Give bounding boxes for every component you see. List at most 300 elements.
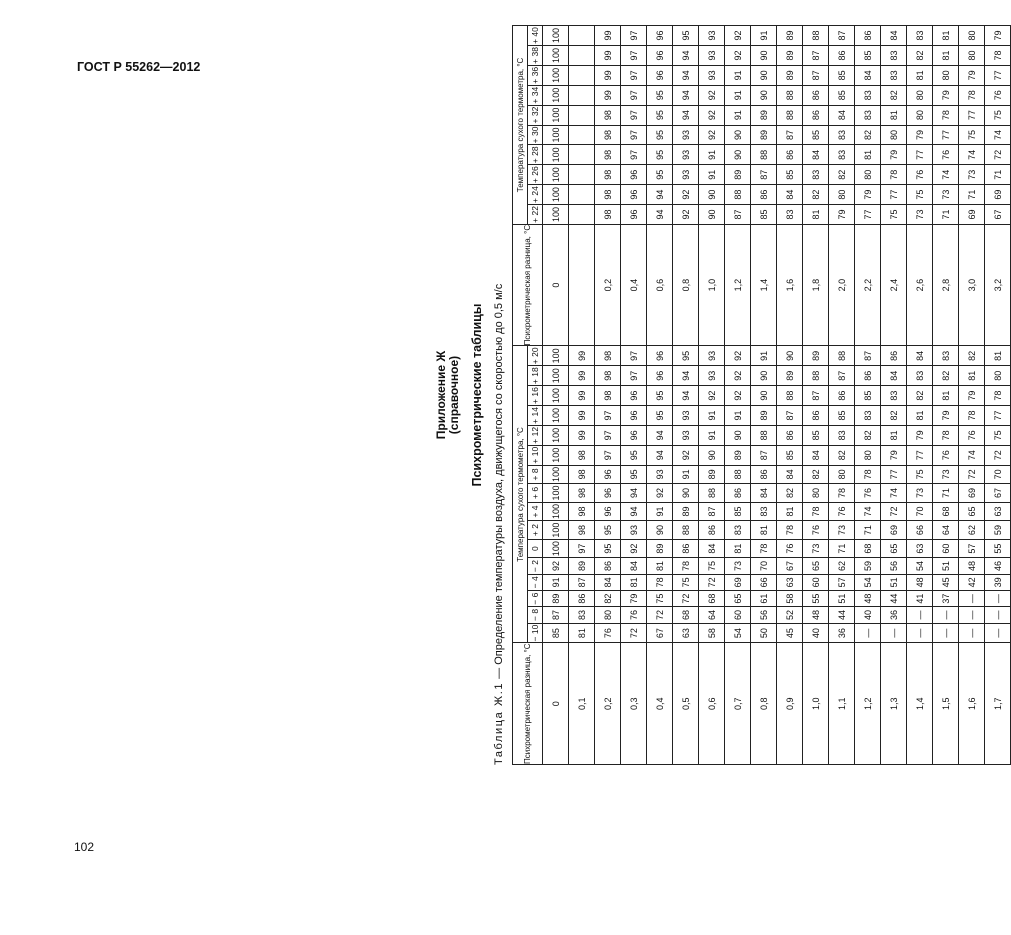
humidity-cell: 84 <box>595 574 621 590</box>
humidity-cell: 63 <box>673 623 699 643</box>
humidity-cell: 99 <box>569 425 595 445</box>
humidity-cell: 92 <box>699 386 725 406</box>
humidity-cell: 93 <box>621 521 647 540</box>
humidity-cell: 80 <box>959 46 985 66</box>
humidity-cell: 92 <box>699 105 725 125</box>
humidity-cell: 60 <box>803 574 829 590</box>
humidity-cell: 76 <box>595 623 621 643</box>
humidity-cell: 86 <box>881 346 907 366</box>
humidity-cell: 84 <box>881 26 907 46</box>
humidity-cell: 94 <box>673 65 699 85</box>
table-row <box>673 26 699 765</box>
humidity-cell: 94 <box>673 105 699 125</box>
table-row <box>543 26 569 765</box>
humidity-cell: 97 <box>595 425 621 445</box>
humidity-cell: 94 <box>673 366 699 386</box>
humidity-cell: 71 <box>933 205 959 225</box>
humidity-cell: 79 <box>985 26 1011 46</box>
humidity-cell: 71 <box>985 165 1011 185</box>
humidity-cell: 81 <box>621 574 647 590</box>
humidity-cell: 83 <box>829 425 855 445</box>
humidity-cell: 45 <box>777 623 803 643</box>
humidity-cell: 48 <box>855 591 881 607</box>
humidity-cell: 66 <box>751 574 777 590</box>
humidity-cell: 83 <box>933 346 959 366</box>
diff-cell: 0,2 <box>595 224 621 346</box>
table-caption-text: — Определение температуры воздуха, движущегося со скоростью до 0,5 м/с <box>493 283 505 682</box>
humidity-cell: 76 <box>621 607 647 623</box>
humidity-cell: 91 <box>699 406 725 426</box>
temp-header: + 38 <box>528 46 543 66</box>
humidity-cell: 66 <box>907 521 933 540</box>
humidity-cell: 88 <box>829 346 855 366</box>
humidity-cell: 72 <box>959 465 985 484</box>
humidity-cell: 100 <box>543 145 569 165</box>
humidity-cell: 98 <box>595 205 621 225</box>
humidity-cell <box>569 185 595 205</box>
humidity-cell: 64 <box>699 607 725 623</box>
temp-header: + 20 <box>528 346 543 366</box>
humidity-cell: 97 <box>621 46 647 66</box>
humidity-cell: 85 <box>777 165 803 185</box>
humidity-cell: 81 <box>907 65 933 85</box>
humidity-cell: 86 <box>829 46 855 66</box>
humidity-cell: 78 <box>959 406 985 426</box>
humidity-cell: 89 <box>751 125 777 145</box>
humidity-cell: 74 <box>933 165 959 185</box>
humidity-cell: 100 <box>543 85 569 105</box>
humidity-cell: 72 <box>621 623 647 643</box>
humidity-cell: 94 <box>673 386 699 406</box>
humidity-cell: 79 <box>881 445 907 465</box>
humidity-cell: 95 <box>621 445 647 465</box>
humidity-cell: 86 <box>829 386 855 406</box>
humidity-cell: 78 <box>881 165 907 185</box>
humidity-cell: 85 <box>543 623 569 643</box>
humidity-cell: 96 <box>621 406 647 426</box>
humidity-cell: 71 <box>855 521 881 540</box>
humidity-cell: 95 <box>647 406 673 426</box>
humidity-cell: 85 <box>803 125 829 145</box>
temp-header: + 24 <box>528 185 543 205</box>
humidity-cell: 90 <box>647 521 673 540</box>
humidity-cell: 69 <box>881 521 907 540</box>
humidity-cell: 95 <box>647 145 673 165</box>
humidity-cell: 76 <box>907 165 933 185</box>
humidity-cell: 67 <box>647 623 673 643</box>
humidity-cell: 76 <box>777 539 803 558</box>
humidity-cell: 81 <box>959 366 985 386</box>
humidity-cell: 84 <box>907 346 933 366</box>
humidity-cell: 90 <box>751 386 777 406</box>
document-header: ГОСТ Р 55262—2012 <box>77 60 201 74</box>
humidity-cell: 89 <box>777 26 803 46</box>
humidity-cell: 83 <box>569 607 595 623</box>
humidity-cell: 93 <box>699 46 725 66</box>
humidity-cell: 92 <box>725 366 751 386</box>
humidity-cell: 93 <box>647 465 673 484</box>
humidity-cell <box>569 85 595 105</box>
humidity-cell: 74 <box>959 445 985 465</box>
humidity-cell: 84 <box>829 105 855 125</box>
humidity-cell: 86 <box>725 484 751 503</box>
humidity-cell: 60 <box>725 607 751 623</box>
humidity-cell: 75 <box>907 465 933 484</box>
humidity-cell: 87 <box>829 366 855 386</box>
humidity-cell: 70 <box>985 465 1011 484</box>
diff-cell <box>569 224 595 346</box>
humidity-cell: 55 <box>985 539 1011 558</box>
humidity-cell: 90 <box>725 145 751 165</box>
humidity-cell: 90 <box>725 425 751 445</box>
humidity-cell: 100 <box>543 46 569 66</box>
table-row <box>621 26 647 765</box>
humidity-cell: 92 <box>673 205 699 225</box>
humidity-cell: 94 <box>647 425 673 445</box>
table-row <box>881 26 907 765</box>
temp-header: − 8 <box>528 607 543 623</box>
diff-cell: 1,6 <box>959 643 985 765</box>
humidity-cell: 96 <box>621 386 647 406</box>
humidity-cell: 94 <box>673 46 699 66</box>
humidity-cell: 75 <box>881 205 907 225</box>
humidity-cell: 82 <box>777 484 803 503</box>
humidity-cell: 89 <box>673 502 699 521</box>
humidity-cell: 97 <box>595 445 621 465</box>
humidity-cell: 92 <box>699 125 725 145</box>
humidity-cell: 51 <box>933 558 959 574</box>
humidity-cell: 80 <box>803 484 829 503</box>
humidity-cell: 86 <box>699 521 725 540</box>
humidity-cell: 76 <box>803 521 829 540</box>
humidity-cell: 86 <box>855 26 881 46</box>
humidity-cell: 89 <box>699 465 725 484</box>
humidity-cell: 91 <box>725 85 751 105</box>
humidity-cell: 79 <box>959 386 985 406</box>
humidity-cell: 90 <box>699 205 725 225</box>
humidity-cell: 83 <box>881 386 907 406</box>
humidity-cell: 83 <box>855 85 881 105</box>
humidity-cell: 77 <box>907 145 933 165</box>
humidity-cell: 83 <box>881 46 907 66</box>
humidity-cell: 79 <box>959 65 985 85</box>
humidity-cell: 78 <box>647 574 673 590</box>
humidity-cell: — <box>933 623 959 643</box>
humidity-cell: — <box>959 623 985 643</box>
humidity-cell: 92 <box>673 445 699 465</box>
humidity-cell: 92 <box>725 346 751 366</box>
humidity-cell: 81 <box>933 26 959 46</box>
humidity-cell: 79 <box>829 205 855 225</box>
psychrometric-table <box>512 25 1011 765</box>
diff-cell: 1,2 <box>725 224 751 346</box>
humidity-cell: 98 <box>595 125 621 145</box>
humidity-cell: 65 <box>959 502 985 521</box>
humidity-cell: 99 <box>595 46 621 66</box>
table-row <box>699 26 725 765</box>
humidity-cell: 87 <box>855 346 881 366</box>
humidity-cell: 91 <box>725 105 751 125</box>
humidity-cell: 78 <box>751 539 777 558</box>
humidity-cell: 93 <box>673 125 699 145</box>
humidity-cell: 86 <box>803 105 829 125</box>
humidity-cell: 87 <box>777 406 803 426</box>
humidity-cell: 92 <box>673 185 699 205</box>
humidity-cell: 86 <box>569 591 595 607</box>
humidity-cell: 94 <box>673 85 699 105</box>
humidity-cell: 100 <box>543 65 569 85</box>
diff-cell: 0,2 <box>595 643 621 765</box>
humidity-cell: 100 <box>543 125 569 145</box>
humidity-cell: 87 <box>569 574 595 590</box>
humidity-cell: 77 <box>985 406 1011 426</box>
humidity-cell: 98 <box>595 366 621 386</box>
humidity-cell: 92 <box>725 46 751 66</box>
temp-header: + 6 <box>528 484 543 503</box>
humidity-cell: 73 <box>803 539 829 558</box>
humidity-cell: 79 <box>933 406 959 426</box>
diff-cell: 0,3 <box>621 643 647 765</box>
table-row <box>569 26 595 765</box>
humidity-cell: 79 <box>855 185 881 205</box>
humidity-cell: 95 <box>595 539 621 558</box>
humidity-cell: — <box>959 591 985 607</box>
humidity-cell: 85 <box>829 406 855 426</box>
humidity-cell: 100 <box>543 465 569 484</box>
humidity-cell: 81 <box>725 539 751 558</box>
humidity-cell: 93 <box>699 366 725 386</box>
humidity-cell: 89 <box>751 105 777 125</box>
humidity-cell: 95 <box>647 386 673 406</box>
humidity-cell: 77 <box>933 125 959 145</box>
humidity-cell: 81 <box>751 521 777 540</box>
table-row <box>725 26 751 765</box>
humidity-cell: 80 <box>881 125 907 145</box>
humidity-cell: 83 <box>907 26 933 46</box>
humidity-cell: 88 <box>751 145 777 165</box>
diff-cell: 3,2 <box>985 224 1011 346</box>
humidity-cell: 96 <box>595 502 621 521</box>
humidity-cell: 77 <box>855 205 881 225</box>
humidity-cell: 90 <box>777 346 803 366</box>
diff-cell: 0,9 <box>777 643 803 765</box>
humidity-cell: 87 <box>751 165 777 185</box>
temp-header: + 12 <box>528 425 543 445</box>
humidity-cell: 48 <box>959 558 985 574</box>
humidity-cell: 63 <box>907 539 933 558</box>
humidity-cell: — <box>855 623 881 643</box>
humidity-cell: 94 <box>647 445 673 465</box>
humidity-cell: 62 <box>829 558 855 574</box>
humidity-cell: 99 <box>595 26 621 46</box>
humidity-cell: 69 <box>959 205 985 225</box>
diff-cell: 0,4 <box>647 643 673 765</box>
humidity-cell: 94 <box>647 185 673 205</box>
temp-header: − 10 <box>528 623 543 643</box>
humidity-cell: 83 <box>881 65 907 85</box>
humidity-cell: 96 <box>647 46 673 66</box>
humidity-cell: 81 <box>569 623 595 643</box>
humidity-cell: 83 <box>829 125 855 145</box>
humidity-cell: 92 <box>725 26 751 46</box>
diff-cell: 1,3 <box>881 643 907 765</box>
humidity-cell: 88 <box>751 425 777 445</box>
humidity-cell: 75 <box>959 125 985 145</box>
humidity-cell: 91 <box>725 406 751 426</box>
humidity-cell: 76 <box>855 484 881 503</box>
humidity-cell: 57 <box>829 574 855 590</box>
temp-header: + 16 <box>528 386 543 406</box>
humidity-cell: 83 <box>829 145 855 165</box>
humidity-cell: 100 <box>543 165 569 185</box>
humidity-cell: 81 <box>881 425 907 445</box>
humidity-cell: — <box>985 623 1011 643</box>
humidity-cell: 100 <box>543 205 569 225</box>
humidity-cell: 41 <box>907 591 933 607</box>
humidity-cell: 98 <box>569 502 595 521</box>
humidity-cell: 100 <box>543 185 569 205</box>
humidity-cell: 73 <box>907 205 933 225</box>
humidity-cell: 97 <box>569 539 595 558</box>
humidity-cell: 96 <box>621 205 647 225</box>
humidity-cell: 96 <box>595 465 621 484</box>
diff-cell: 3,0 <box>959 224 985 346</box>
humidity-cell: 85 <box>777 445 803 465</box>
humidity-cell: 95 <box>647 165 673 185</box>
humidity-cell: 100 <box>543 26 569 46</box>
humidity-cell: 87 <box>699 502 725 521</box>
humidity-cell: 83 <box>907 366 933 386</box>
humidity-cell: 82 <box>933 366 959 386</box>
humidity-cell: 90 <box>725 125 751 145</box>
humidity-cell: 40 <box>855 607 881 623</box>
humidity-cell: 81 <box>855 145 881 165</box>
humidity-cell: 69 <box>725 574 751 590</box>
humidity-cell: — <box>933 607 959 623</box>
humidity-cell: — <box>985 607 1011 623</box>
humidity-cell: 50 <box>751 623 777 643</box>
humidity-cell <box>569 46 595 66</box>
temp-header: + 10 <box>528 445 543 465</box>
table-header-row <box>513 26 528 765</box>
humidity-cell: 99 <box>569 366 595 386</box>
humidity-cell: 73 <box>933 465 959 484</box>
temperature-group-header: Температура сухого термометра, °С <box>513 346 528 643</box>
humidity-cell: 63 <box>985 502 1011 521</box>
humidity-cell: 73 <box>959 165 985 185</box>
humidity-cell: 97 <box>621 105 647 125</box>
humidity-cell: 76 <box>933 445 959 465</box>
humidity-cell: 100 <box>543 406 569 426</box>
temp-header: + 34 <box>528 85 543 105</box>
diff-cell: 1,0 <box>699 224 725 346</box>
temperature-group-header: Температура сухого термометра, °С <box>513 26 528 225</box>
humidity-cell: 97 <box>621 145 647 165</box>
humidity-cell: 91 <box>647 502 673 521</box>
humidity-cell: 94 <box>647 205 673 225</box>
diff-cell: 0,6 <box>699 643 725 765</box>
humidity-cell: 82 <box>907 46 933 66</box>
humidity-cell: 74 <box>985 125 1011 145</box>
humidity-cell: 89 <box>725 165 751 185</box>
diff-cell: 1,4 <box>907 643 933 765</box>
humidity-cell: 72 <box>985 145 1011 165</box>
table-row <box>933 26 959 765</box>
humidity-cell: 92 <box>699 85 725 105</box>
humidity-cell: 89 <box>569 558 595 574</box>
humidity-cell: 77 <box>907 445 933 465</box>
humidity-cell: 37 <box>933 591 959 607</box>
temp-header: + 4 <box>528 502 543 521</box>
humidity-cell: 67 <box>985 484 1011 503</box>
humidity-cell: 74 <box>959 145 985 165</box>
humidity-cell: 96 <box>647 366 673 386</box>
humidity-cell <box>569 26 595 46</box>
humidity-cell: 79 <box>907 125 933 145</box>
humidity-cell: 95 <box>647 85 673 105</box>
humidity-cell: 85 <box>855 386 881 406</box>
humidity-cell: 99 <box>569 386 595 406</box>
humidity-cell <box>569 205 595 225</box>
humidity-cell: 97 <box>621 125 647 145</box>
humidity-cell: 93 <box>673 165 699 185</box>
humidity-cell: 80 <box>829 185 855 205</box>
humidity-cell: 74 <box>855 502 881 521</box>
humidity-cell: 56 <box>881 558 907 574</box>
humidity-cell: — <box>907 607 933 623</box>
humidity-cell: 91 <box>751 26 777 46</box>
humidity-cell: 97 <box>621 85 647 105</box>
humidity-cell: 60 <box>933 539 959 558</box>
humidity-cell: 93 <box>673 145 699 165</box>
humidity-cell: 68 <box>673 607 699 623</box>
humidity-cell: 55 <box>803 591 829 607</box>
humidity-cell: 89 <box>543 591 569 607</box>
humidity-cell: 80 <box>959 26 985 46</box>
humidity-cell: 80 <box>907 105 933 125</box>
diff-cell: 0,7 <box>725 643 751 765</box>
humidity-cell: 88 <box>777 386 803 406</box>
humidity-cell: 91 <box>699 145 725 165</box>
humidity-cell: 45 <box>933 574 959 590</box>
humidity-cell: 91 <box>699 165 725 185</box>
humidity-cell: 71 <box>829 539 855 558</box>
humidity-cell: 84 <box>881 366 907 386</box>
humidity-cell: 36 <box>829 623 855 643</box>
humidity-cell: 67 <box>985 205 1011 225</box>
humidity-cell: — <box>907 623 933 643</box>
humidity-cell: 56 <box>751 607 777 623</box>
humidity-cell: 82 <box>881 406 907 426</box>
humidity-cell: 42 <box>959 574 985 590</box>
humidity-cell: 96 <box>595 484 621 503</box>
humidity-cell <box>569 125 595 145</box>
humidity-cell: 72 <box>985 445 1011 465</box>
humidity-cell: 68 <box>855 539 881 558</box>
diff-cell: 0,8 <box>751 643 777 765</box>
humidity-cell: 75 <box>699 558 725 574</box>
humidity-cell: 78 <box>985 46 1011 66</box>
humidity-cell: 40 <box>803 623 829 643</box>
humidity-cell: 96 <box>621 425 647 445</box>
humidity-cell: 52 <box>777 607 803 623</box>
humidity-cell: 98 <box>595 165 621 185</box>
diff-cell: 2,4 <box>881 224 907 346</box>
humidity-cell: 95 <box>647 125 673 145</box>
humidity-cell: 69 <box>959 484 985 503</box>
humidity-cell: 84 <box>777 185 803 205</box>
humidity-cell: 81 <box>881 105 907 125</box>
